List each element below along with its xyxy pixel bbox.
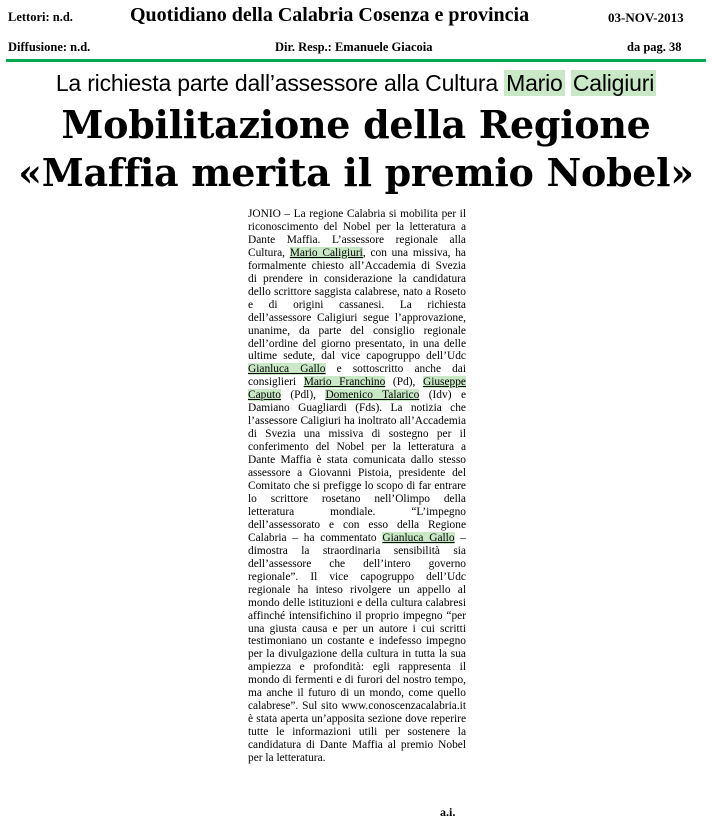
publication-date: 03-NOV-2013 [608, 10, 684, 25]
director-label: Dir. Resp.: Emanuele Giacoia [275, 40, 433, 54]
page-reference: da pag. 38 [627, 40, 682, 54]
article-body [248, 208, 466, 765]
body-text: – dimostra la straordinaria sensibilità sia dell’assessore che dell’intero governo regionale”. Il vice capogruppo dell’Udc regionale ha inteso rivolgere un appello al mondo delle istituzioni e della cultura calabresi affinché intensifichino il proprio impegno “per una giusta causa e per un autore i cui scritti testimoniano un costante e indefesso impegno per la divulgazione della cultura in tutta la sua ampiezza e profondità: egli rappresenta il mondo di fermenti e di furori del nostro tempo, ma anche il futuro di un mondo, come quello calabrese”. Sul sito www.conoscenzacalabria.it è stata aperta un’apposita sezione dove reperire tutte le informazioni utili per sostenere la candidatura di Dante Maffia al premio Nobel per la letteratura. [248, 531, 466, 765]
kicker-text: La richiesta parte dall’assessore alla Cultura [55, 70, 505, 96]
article-kicker [0, 70, 712, 97]
body-text: JONIO – La regione Calabria si mobilita per il riconoscimento del Nobel per la letteratura a Dante Maffia. L’assessore regionale alla Cultura, [248, 208, 466, 259]
highlight-name: Gianluca Gallo [248, 363, 326, 376]
highlight-name: Gianluca Gallo [382, 531, 455, 544]
lettori-label: Lettori: n.d. [8, 10, 73, 24]
diffusione-label: Diffusione: n.d. [8, 40, 91, 54]
body-text: (Pdl), [280, 389, 326, 402]
body-text: (Pd), [385, 376, 423, 389]
highlight-name-caligiuri: Caligiuri [572, 70, 655, 96]
body-text: , con una missiva, ha formalmente chiesto all’Accademia di Svezia di prendere in considerazione la candidatura dello scrittore saggista calabrese, nato a Roseto e di origini cassanesi. La richiesta dell’assessore Caligiuri segue l’approvazione, unanime, da parte del consiglio regionale dell’ordine del giorno presentato, in una delle ultime sedute, dal vice capogruppo dell’Udc [248, 246, 466, 363]
highlight-name: Giuseppe Caputo [248, 376, 466, 402]
body-text: e sottoscritto anche dai consiglieri [248, 363, 466, 389]
highlight-name: Domenico Talarico [325, 389, 420, 402]
newspaper-title: Quotidiano della Calabria Cosenza e provincia [130, 4, 530, 26]
body-text: (Idv) e Damiano Guagliardi (Fds). La notizia che l’assessore Caligiuri ha inoltrato all’Accademia di Svezia una missiva di sostegno per il conferimento del Nobel per la letteratura a Dante Maffia è stata comunicata dallo stesso assessore a Giovanni Pistoia, presidente del Comitato che si prefigge lo scopo di far entrare lo scrittore rosetano nell’Olimpo della letteratura mondiale. “L’impegno dell’assessorato e con esso della Regione Calabria – ha commentato [248, 389, 466, 544]
article-headline [0, 101, 712, 197]
body-paragraph [248, 208, 466, 765]
headline-line-2: «Maffia merita il premio Nobel» [18, 150, 694, 195]
highlight-name: Mario Caligiuri [289, 246, 363, 259]
headline-line-1: Mobilitazione della Regione [61, 102, 651, 147]
author-signature: a.i. [440, 805, 456, 819]
header-divider [6, 59, 706, 62]
highlight-name-mario: Mario [506, 70, 563, 96]
highlight-name: Mario Franchino [303, 376, 386, 389]
